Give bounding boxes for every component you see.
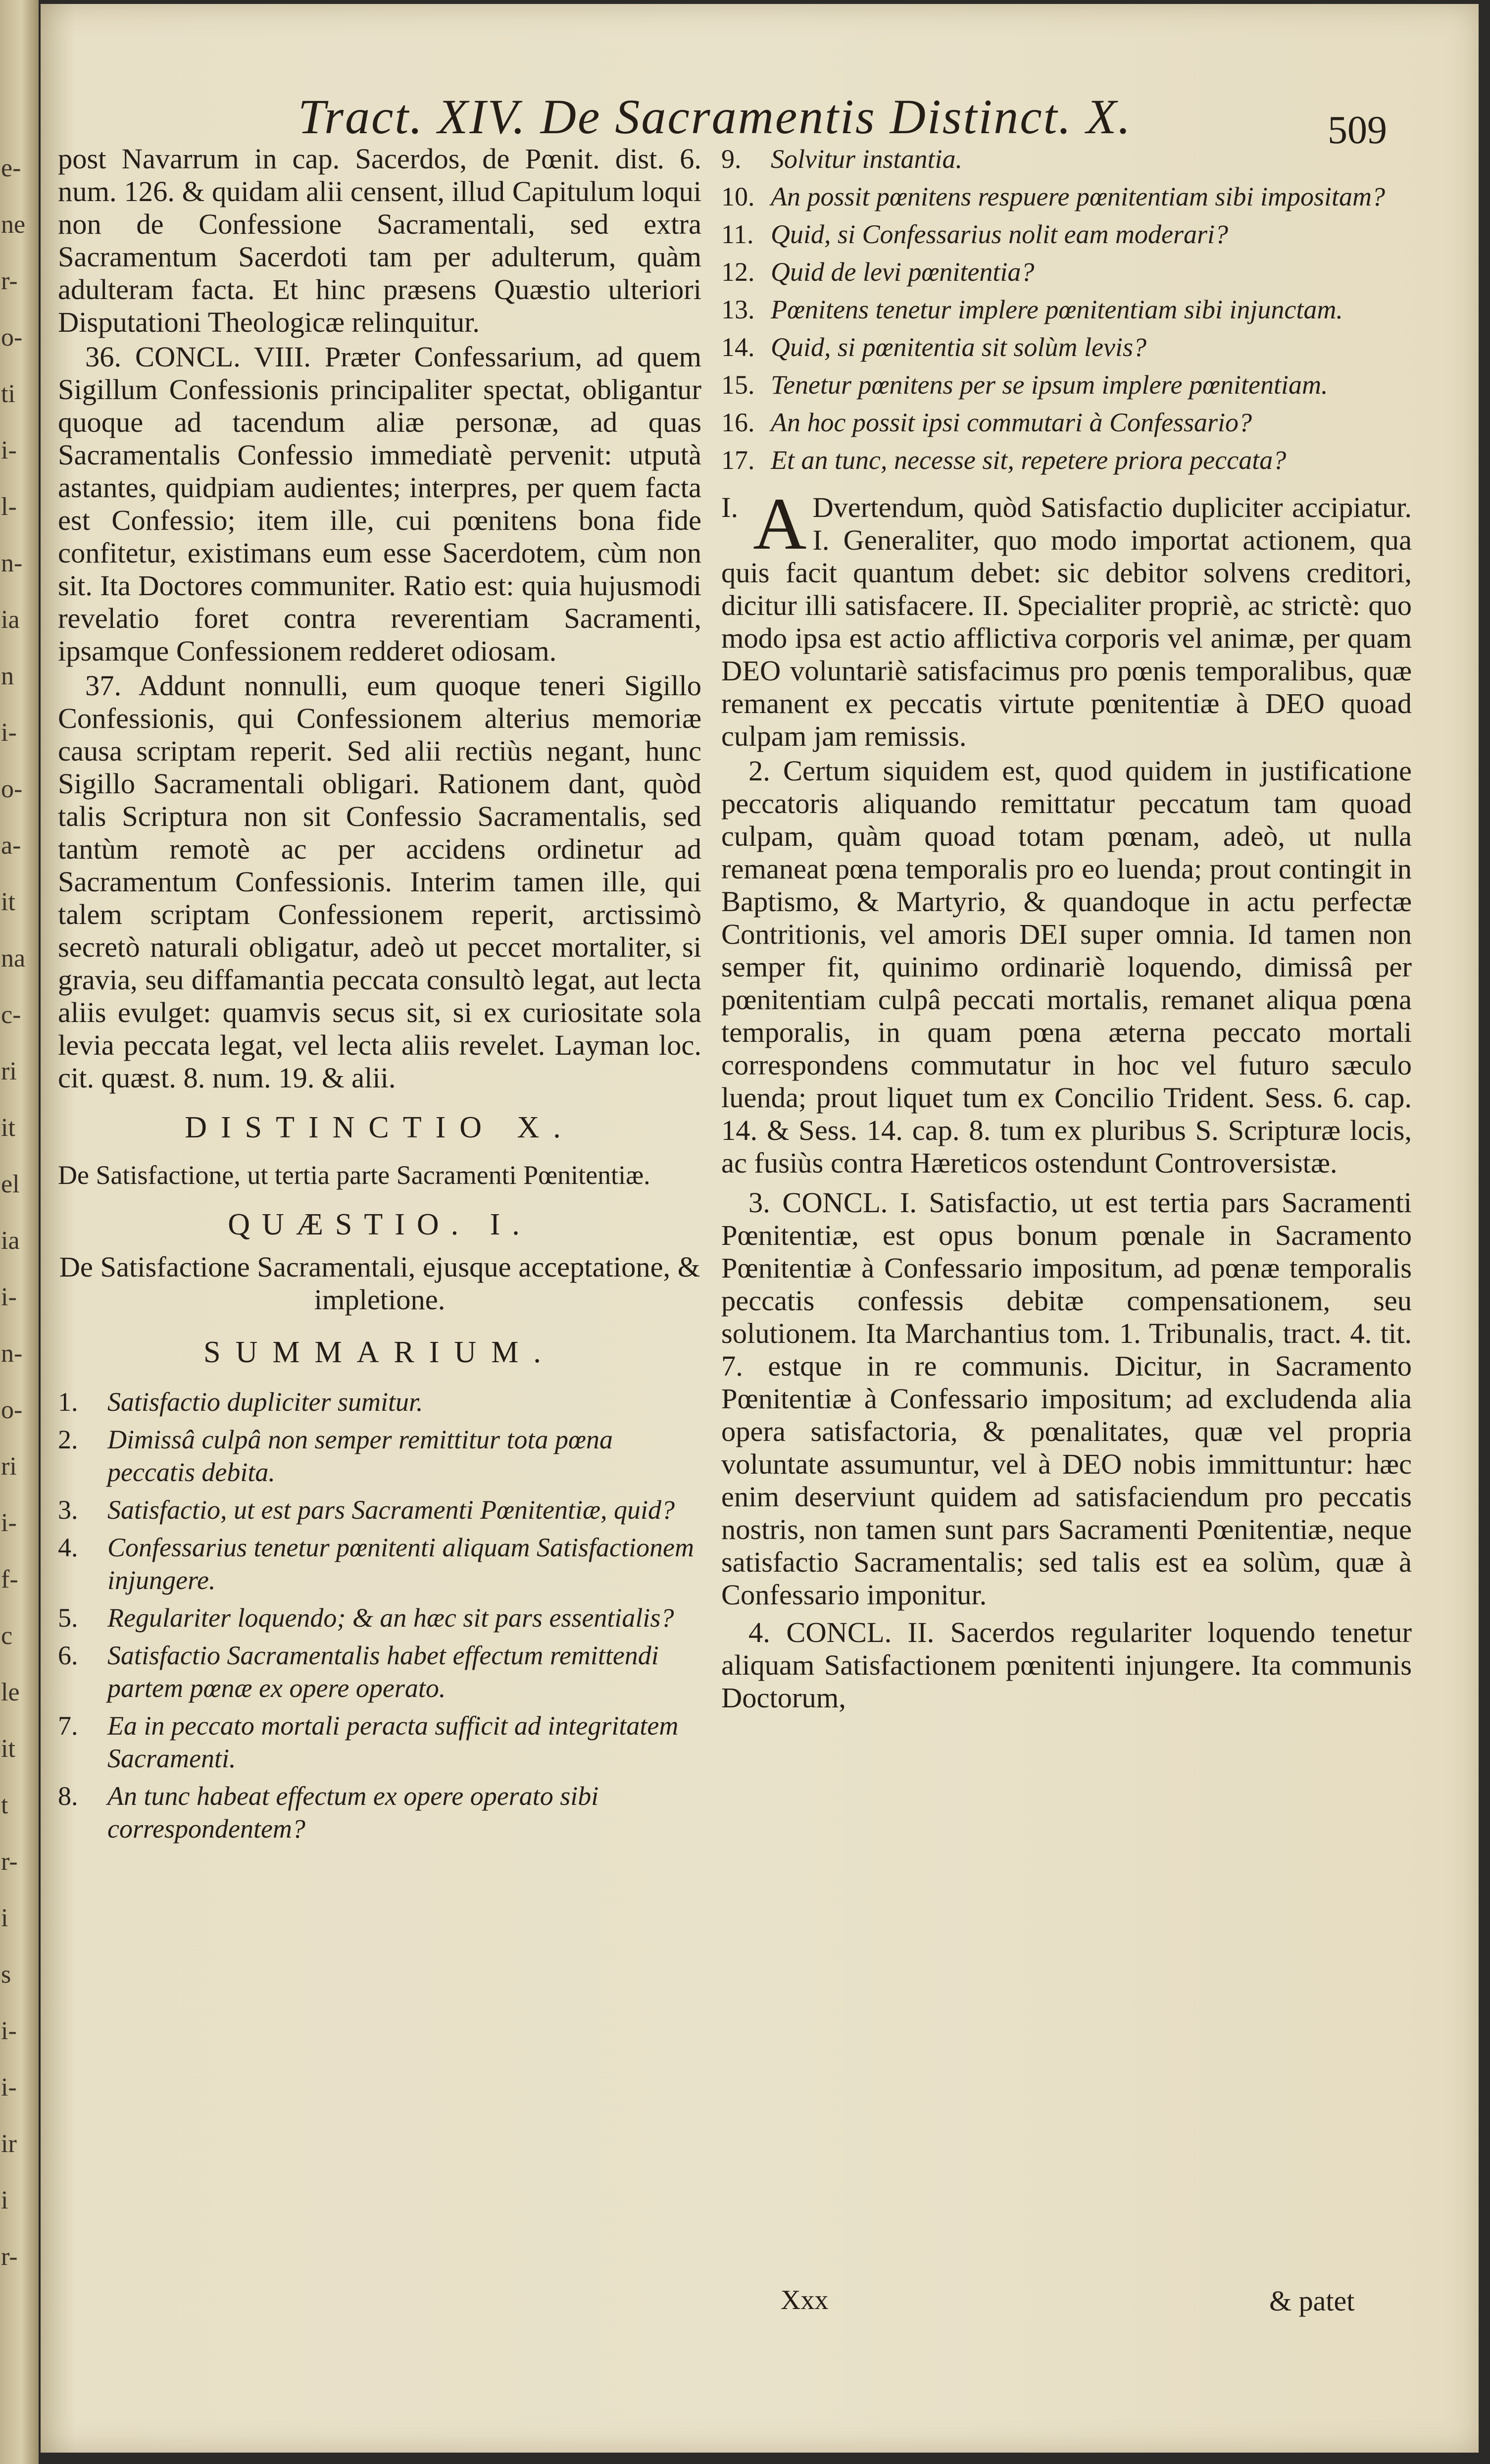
summarium-item bbox=[58, 1639, 701, 1704]
prev-page-fragment: o- bbox=[1, 323, 23, 352]
left-column bbox=[58, 143, 701, 1850]
summarium-item bbox=[721, 293, 1412, 326]
summarium-item bbox=[58, 1780, 701, 1845]
prev-page-fragment: r- bbox=[1, 2243, 18, 2271]
summarium-item-text: Quid de levi pœnitentia? bbox=[771, 257, 1035, 287]
summarium-list-right bbox=[721, 143, 1412, 476]
prev-page-fragment: t bbox=[1, 1791, 8, 1819]
running-header: Tract. XIV. De Sacramentis Distinct. X. bbox=[298, 89, 1132, 144]
prev-page-fragment: o- bbox=[1, 1396, 23, 1424]
summarium-item-text: Satisfactio, ut est pars Sacramenti Pœnitentiæ, quid? bbox=[107, 1495, 675, 1525]
prev-page-fragment: c- bbox=[1, 1001, 21, 1029]
prev-page-fragment: i- bbox=[1, 1509, 17, 1537]
prev-page-fragment: a- bbox=[1, 831, 21, 860]
summarium-item-number: 9. bbox=[721, 144, 742, 174]
prev-page-fragment: ti bbox=[1, 380, 15, 408]
summarium-item-number: 13. bbox=[721, 295, 755, 324]
summarium-item-number: 5. bbox=[58, 1603, 78, 1633]
summarium-item-number: 16. bbox=[721, 408, 755, 437]
summarium-item-number: 4. bbox=[58, 1533, 78, 1562]
summarium-item bbox=[58, 1386, 701, 1418]
prev-page-fragment: r- bbox=[1, 267, 18, 295]
summarium-item-text: Satisfactio dupliciter sumitur. bbox=[107, 1387, 423, 1417]
summarium-item-text: An tunc habeat effectum ex opere operato sibi correspondentem? bbox=[107, 1781, 599, 1844]
summarium-list-left bbox=[58, 1386, 701, 1845]
summarium-item-number: 12. bbox=[721, 257, 755, 287]
summarium-item bbox=[721, 444, 1412, 476]
prev-page-fragment: na bbox=[1, 944, 26, 973]
book-page bbox=[41, 4, 1479, 2453]
summarium-item-number: 6. bbox=[58, 1641, 78, 1670]
prev-page-fragment: l- bbox=[1, 493, 17, 521]
summarium-item bbox=[58, 1423, 701, 1489]
paragraph-2: 2. Certum siquidem est, quod quidem in justificatione peccatoris aliquando remittatur peccatum tam quoad culpam, quàm quoad totam pœnam, adeò, ut nulla remaneat pœna temporalis pro eo luenda; prout contingit in Baptismo, & Martyrio, & quandoque in actu perfectæ Contritionis, vel amoris DEI super omnia. Id tamen non semper fit, quinimo ordinariè loquendo, dimissâ per pœnitentiam culpâ peccati mortalis, remanet aliqua pœna temporalis, in quam pœna æterna peccato mortali correspondens commutatur in hoc vel futuro sæculo luenda; prout liquet tum ex Concilio Trident. Sess. 6. cap. 14. & Sess. 14. cap. 8. tum ex pluribus S. Scripturæ locis, ac fusiùs contra Hæreticos ostendunt Controversistæ. bbox=[721, 755, 1412, 1179]
prev-page-fragment: c bbox=[1, 1622, 13, 1650]
prev-page-fragment: ia bbox=[1, 1227, 20, 1255]
paragraph-1 bbox=[721, 483, 1412, 753]
summarium-item-number: 3. bbox=[58, 1495, 78, 1525]
summarium-item bbox=[721, 331, 1412, 363]
summarium-item bbox=[721, 256, 1412, 288]
drop-cap: A bbox=[753, 483, 807, 565]
paragraph-3: 3. CONCL. I. Satisfactio, ut est tertia pars Sacramenti Pœnitentiæ, est opus bonum pœnale in Sacramento Pœnitentiæ à Confessario impositum, ad pœnæ temporalis peccatis confessis debitæ compensationem, seu solutionem. Ita Marchantius tom. 1. Tribunalis, tract. 4. tit. 7. estque in re communis. Dicitur, in Sacramento Pœnitentiæ à Confessario impositum; ad excludenda alia opera satisfactoria, & pœnalitates, quæ vel propria voluntate assumuntur, vel à DEO nobis immittuntur: hæc enim deserviunt quidem ad satisfaciendum pro peccatis nostris, non tamen sunt pars Sacramenti Pœnitentiæ, neque satisfactio Sacramentalis; sed talis est ea solùm, quæ à Confessario imponitur. bbox=[721, 1186, 1412, 1611]
prev-page-fragment: ne bbox=[1, 210, 26, 239]
summarium-item-number: 14. bbox=[721, 332, 755, 362]
prev-page-fragment: ia bbox=[1, 606, 20, 634]
summarium-item-text: Solvitur instantia. bbox=[771, 144, 963, 174]
prev-page-fragment: i- bbox=[1, 436, 17, 464]
summarium-item-text: Dimissâ culpâ non semper remittitur tota pœna peccatis debita. bbox=[107, 1425, 613, 1487]
summarium-item-number: 1. bbox=[58, 1387, 78, 1417]
prev-page-fragment: e- bbox=[1, 154, 21, 182]
summarium-heading: SUMMARIUM. bbox=[203, 1335, 556, 1369]
summarium-item bbox=[58, 1601, 701, 1634]
prev-page-fragment: s bbox=[1, 1960, 11, 1989]
summarium-item-number: 10. bbox=[721, 182, 755, 211]
prev-page-fragment: i- bbox=[1, 1283, 17, 1311]
summarium-item-text: Pœnitens tenetur implere pœnitentiam sibi injunctam. bbox=[771, 295, 1343, 324]
summarium-item-number: 7. bbox=[58, 1711, 78, 1741]
prev-page-fragment: ri bbox=[1, 1057, 17, 1085]
summarium-item-number: 15. bbox=[721, 370, 755, 400]
summarium-item bbox=[721, 143, 1412, 175]
prev-page-fragment: it bbox=[1, 1114, 15, 1142]
prev-page-fragment: r- bbox=[1, 1848, 18, 1876]
quaestio-title: De Satisfactione Sacramentali, ejusque acceptatione, & impletione. bbox=[59, 1251, 700, 1316]
prev-page-fragment: i bbox=[1, 2186, 8, 2214]
page-number: 509 bbox=[1328, 108, 1387, 152]
prev-page-fragment: le bbox=[1, 1678, 20, 1706]
prev-page-fragment: ri bbox=[1, 1452, 17, 1481]
summarium-item bbox=[58, 1531, 701, 1596]
prev-page-fragment: it bbox=[1, 1735, 15, 1763]
prev-page-fragment: n bbox=[1, 662, 14, 690]
paragraph-37: 37. Addunt nonnulli, eum quoque teneri Sigillo Confessionis, qui Confessionem alterius memoriæ causa scriptam reperit. Sed alii rectiùs negant, hunc Sigillo Sacramentali obligari. Rationem dant, quòd talis Scriptura non sit Confessio Sacramentalis, sed tantùm remotè ac per accidens ordinetur ad Sacramentum Confessionis. Interim tamen ille, qui talem scriptam Confessionem reperit, arctissimò secretò naturali obligatur, adeò ut peccet mortaliter, si gravia, seu diffamantia peccata consultò legat, aut lecta aliis evulget: quamvis secus sit, si ex curiositate sola levia peccata legat, vel lecta aliis revelet. Layman loc. cit. quæst. 8. num. 19. & alii. bbox=[58, 669, 701, 1094]
summarium-item-text: Quid, si pœnitentia sit solùm levis? bbox=[771, 332, 1147, 362]
summarium-item bbox=[721, 218, 1412, 251]
summarium-item-text: Confessarius tenetur pœnitenti aliquam Satisfactionem injungere. bbox=[107, 1533, 694, 1595]
summarium-item-text: An hoc possit ipsi commutari à Confessario? bbox=[771, 408, 1252, 437]
summarium-item bbox=[721, 368, 1412, 401]
quaestio-heading: QUÆSTIO. I. bbox=[228, 1208, 532, 1241]
summarium-item-text: Et an tunc, necesse sit, repetere priora peccata? bbox=[771, 445, 1287, 475]
distinctio-subtitle: De Satisfactione, ut tertia parte Sacramenti Pœnitentiæ. bbox=[58, 1160, 650, 1190]
distinctio-heading: DISTINCTIO X. bbox=[185, 1111, 575, 1144]
paragraph-4: 4. CONCL. II. Sacerdos regulariter loquendo tenetur aliquam Satisfactionem pœnitenti injungere. Ita communis Doctorum, bbox=[721, 1616, 1412, 1714]
summarium-item-text: Tenetur pœnitens per se ipsum implere pœnitentiam. bbox=[771, 370, 1328, 400]
paragraph-continued: post Navarrum in cap. Sacerdos, de Pœnit. dist. 6. num. 126. & quidam alii censent, illud Capitulum loqui non de Confessione Sacramentali, sed extra Sacramentum Sacerdoti tam per adulterum, quàm adulteram facta. Et hinc præsens Quæstio ulteriori Disputationi Theologicæ relinquitur. bbox=[58, 143, 701, 338]
catchword: & patet bbox=[1269, 2285, 1355, 2317]
summarium-item-text: Ea in peccato mortali peracta sufficit ad integritatem Sacramenti. bbox=[107, 1711, 679, 1773]
prev-page-fragment: i- bbox=[1, 2017, 17, 2045]
right-column bbox=[721, 143, 1412, 1716]
prev-page-fragment: i- bbox=[1, 719, 17, 747]
summarium-item bbox=[58, 1493, 701, 1526]
summarium-item-number: 17. bbox=[721, 445, 755, 475]
summarium-item bbox=[721, 180, 1412, 213]
prev-page-fragment: f- bbox=[1, 1565, 18, 1593]
prev-page-fragment: el bbox=[1, 1170, 20, 1198]
prev-page-fragment: i bbox=[1, 1904, 8, 1932]
previous-page-edge bbox=[0, 0, 39, 2464]
summarium-item-text: Satisfactio Sacramentalis habet effectum remittendi partem pœnæ ex opere operato. bbox=[107, 1641, 659, 1703]
prev-page-fragment: n- bbox=[1, 549, 23, 577]
summarium-item bbox=[721, 406, 1412, 439]
prev-page-fragment: o- bbox=[1, 775, 23, 803]
prev-page-fragment: it bbox=[1, 888, 15, 916]
prev-page-fragment: ir bbox=[1, 2130, 17, 2158]
prev-page-fragment: i- bbox=[1, 2073, 17, 2102]
paragraph-1-text: Dvertendum, quòd Satisfactio dupliciter accipiatur. I. Generaliter, quo modo importat actionem, qua quis facit quantum debet: sic debitor solvens creditori, dicitur illi satisfacere. II. Specialiter propriè, ac strictè: quo modo ipsa est actio afflictiva corporis vel animæ, per quam DEO voluntariè satisfacimus pro pœnis temporalibus, quæ remanent ex peccatis virtute pœnitentiæ à DEO quoad culpam jam remissis. bbox=[721, 491, 1412, 752]
summarium-item-number: 2. bbox=[58, 1425, 78, 1454]
summarium-item-text: Regulariter loquendo; & an hæc sit pars essentialis? bbox=[107, 1603, 674, 1633]
summarium-item-number: 8. bbox=[58, 1781, 78, 1811]
paragraph-number: I. bbox=[721, 491, 739, 523]
summarium-item bbox=[58, 1709, 701, 1775]
summarium-item-text: An possit pœnitens respuere pœnitentiam sibi impositam? bbox=[771, 182, 1385, 211]
prev-page-fragment: n- bbox=[1, 1339, 23, 1368]
paragraph-36: 36. CONCL. VIII. Præter Confessarium, ad quem Sigillum Confessionis principaliter spectat, obligantur quoque ad tacendum aliæ personæ, ad quas Sacramentalis Confessio immediatè pervenit: utputà astantes, quidpiam audientes; interpres, per quem facta est Confessio; item ille, cui pœnitens bona fide confitetur, existimans eum esse Sacerdotem, cùm non sit. Ita Doctores communiter. Ratio est: quia hujusmodi revelatio foret contra reverentiam Sacramenti, ipsamque Confessionem redderet odiosam. bbox=[58, 341, 701, 667]
signature-mark: Xxx bbox=[781, 2285, 829, 2315]
summarium-item-number: 11. bbox=[721, 219, 754, 249]
summarium-item-text: Quid, si Confessarius nolit eam moderari? bbox=[771, 219, 1229, 249]
